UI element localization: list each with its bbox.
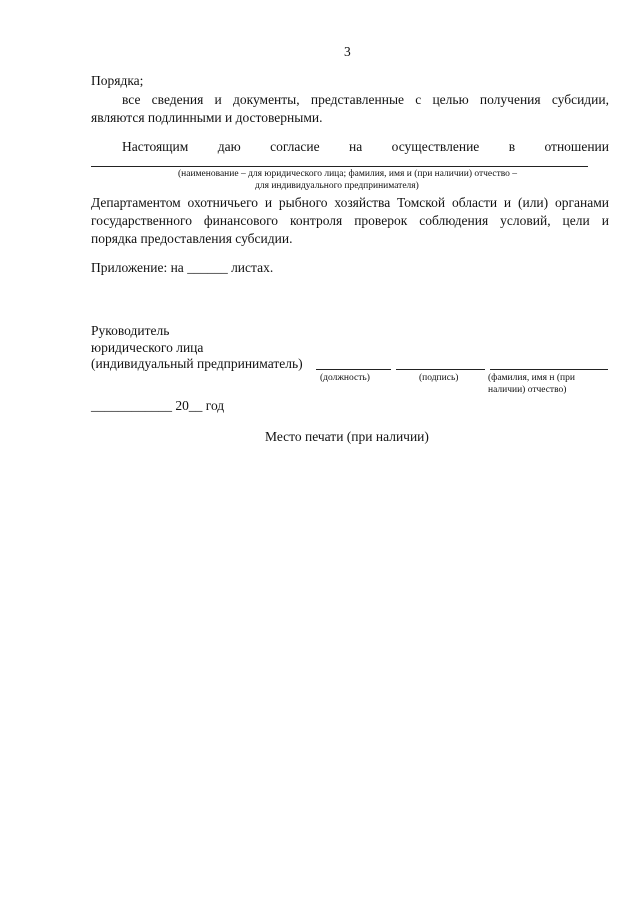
word: цели [562, 213, 590, 228]
word: с [415, 92, 422, 107]
attachment-blank: ______ [187, 260, 228, 275]
word: все [122, 92, 141, 107]
date-year: 20__ [175, 398, 203, 413]
fio-blank-line [490, 369, 608, 370]
word: на [349, 139, 363, 154]
date-word: год [205, 398, 225, 413]
text-line: являются подлинными и достоверными. [91, 110, 323, 125]
name-blank-line [91, 166, 588, 167]
word: и [214, 92, 222, 107]
attachment-line [91, 259, 273, 277]
page-number: 3 [344, 44, 351, 59]
word: отношении [544, 139, 609, 154]
word: Настоящим [122, 139, 189, 154]
stamp-place: Место печати (при наличии) [265, 429, 429, 444]
head-title-3: (индивидуальный предприниматель) [91, 356, 303, 371]
word: финансового [203, 213, 279, 228]
word: осуществление [391, 139, 480, 154]
fio-caption-1: (фамилия, имя н (при [488, 373, 575, 383]
text-line-justified [122, 91, 609, 109]
word: согласие [270, 139, 320, 154]
word: сведения [151, 92, 204, 107]
head-title-1: Руководитель [91, 323, 170, 338]
word: соблюдения [419, 213, 489, 228]
date-blank: ____________ [91, 398, 172, 413]
position-blank-line [316, 369, 391, 370]
dept-line-3: порядка предоставления субсидии. [91, 231, 293, 246]
fio-caption-2: наличии) отчество) [488, 385, 567, 395]
word: государственного [91, 213, 192, 228]
word: даю [217, 139, 241, 154]
text-line: Порядка; [91, 73, 144, 88]
word: представленные [310, 92, 405, 107]
word: документы, [232, 92, 300, 107]
word: проверок [354, 213, 408, 228]
signature-caption: (подпись) [419, 373, 459, 383]
dept-line-1: Департаментом охотничьего и рыбного хозяйства Томской области и (или) органами [91, 195, 609, 210]
word: получения [479, 92, 541, 107]
word: целью [432, 92, 469, 107]
consent-line [122, 138, 609, 156]
position-caption: (должность) [320, 373, 370, 383]
word: субсидии, [551, 92, 609, 107]
attachment-prefix: Приложение: на [91, 260, 184, 275]
date-line [91, 397, 224, 415]
signature-blank-line [396, 369, 485, 370]
word: контроля [290, 213, 343, 228]
name-caption-line-1: (наименование – для юридического лица; фамилия, имя и (при наличии) отчество – [178, 169, 518, 179]
name-caption-line-2: для индивидуального предпринимателя) [255, 181, 419, 191]
dept-line-2 [91, 212, 609, 230]
word: условий, [500, 213, 551, 228]
head-title-2: юридического лица [91, 340, 204, 355]
attachment-suffix: листах. [231, 260, 274, 275]
word: и [601, 213, 609, 228]
word: в [508, 139, 516, 154]
